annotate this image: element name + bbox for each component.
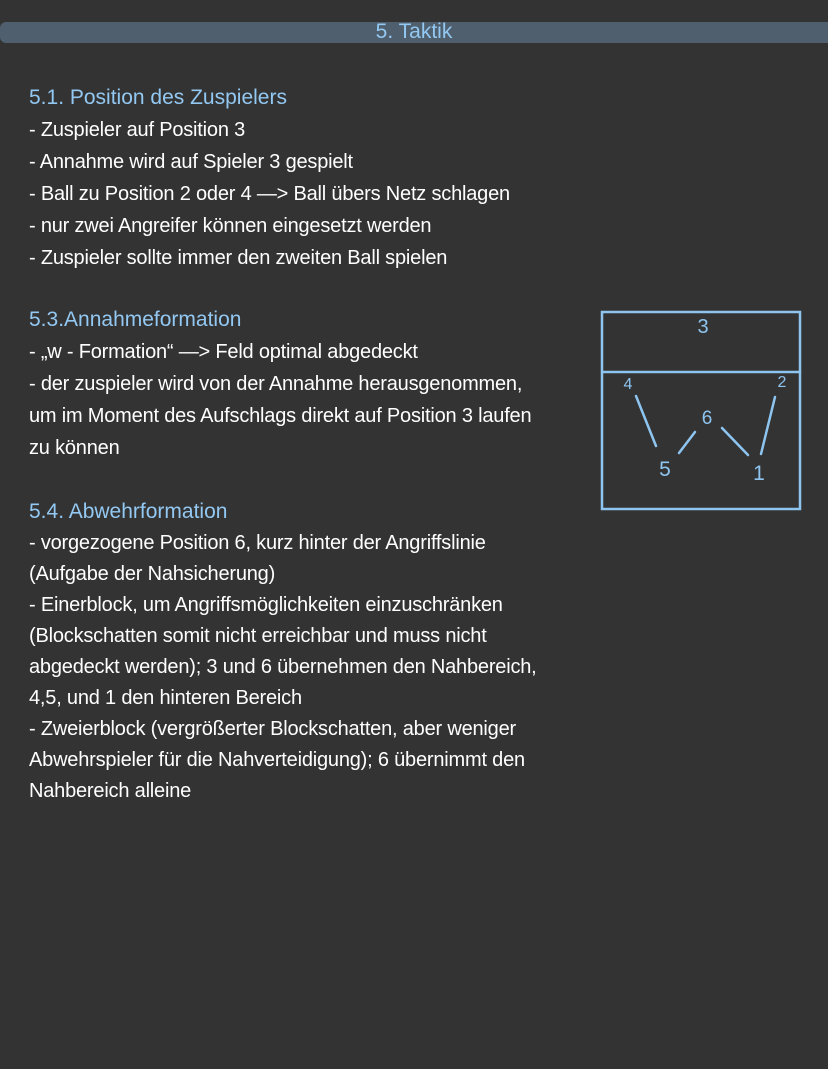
text-line: zu können <box>29 437 120 459</box>
text-line: 4,5, und 1 den hinteren Bereich <box>29 687 302 709</box>
section-zuspieler <box>29 82 510 274</box>
w-formation-diagram <box>590 300 810 520</box>
section-abwehrformation <box>29 496 537 807</box>
text-line: - „w - Formation“ —> Feld optimal abgedeckt <box>29 341 418 363</box>
position-label: 3 <box>697 316 709 338</box>
text-line: Nahbereich alleine <box>29 780 192 802</box>
position-label: 6 <box>701 408 713 429</box>
text-line: - Zuspieler auf Position 3 <box>29 119 246 141</box>
position-label: 1 <box>753 462 765 485</box>
title-bar <box>0 22 828 43</box>
text-line: - Einerblock, um Angriffsmöglichkeiten einzuschränken <box>29 594 503 616</box>
section-heading: 5.1. Position des Zuspielers <box>29 86 287 109</box>
text-line: - Annahme wird auf Spieler 3 gespielt <box>29 151 353 173</box>
section-heading: 5.4. Abwehrformation <box>29 500 228 523</box>
path-2-1 <box>761 397 775 454</box>
text-line: Abwehrspieler für die Nahverteidigung); 6 übernimmt den <box>29 749 525 771</box>
text-line: (Aufgabe der Nahsicherung) <box>29 563 276 585</box>
text-line: - nur zwei Angreifer können eingesetzt werden <box>29 215 432 237</box>
text-line: - Zweierblock (vergrößerter Blockschatten, aber weniger <box>29 718 516 740</box>
position-label: 4 <box>623 376 633 393</box>
section-annahmeformation <box>29 304 531 464</box>
text-line: - vorgezogene Position 6, kurz hinter der Angriffslinie <box>29 532 486 554</box>
text-line: - Ball zu Position 2 oder 4 —> Ball übers Netz schlagen <box>29 183 510 205</box>
path-4-5 <box>636 396 656 446</box>
text-line: - der zuspieler wird von der Annahme herausgenommen, <box>29 373 523 395</box>
position-label: 2 <box>777 374 787 391</box>
position-label: 5 <box>659 458 671 481</box>
path-5-6 <box>679 432 695 453</box>
page-title: 5. Taktik <box>375 20 453 43</box>
text-line: abgedeckt werden); 3 und 6 übernehmen den Nahbereich, <box>29 656 537 678</box>
path-6-1 <box>722 428 748 455</box>
text-line: - Zuspieler sollte immer den zweiten Ball spielen <box>29 247 448 269</box>
text-line: (Blockschatten somit nicht erreichbar und muss nicht <box>29 625 487 647</box>
section-heading: 5.3.Annahmeformation <box>29 308 242 331</box>
text-line: um im Moment des Aufschlags direkt auf Position 3 laufen <box>29 405 532 427</box>
